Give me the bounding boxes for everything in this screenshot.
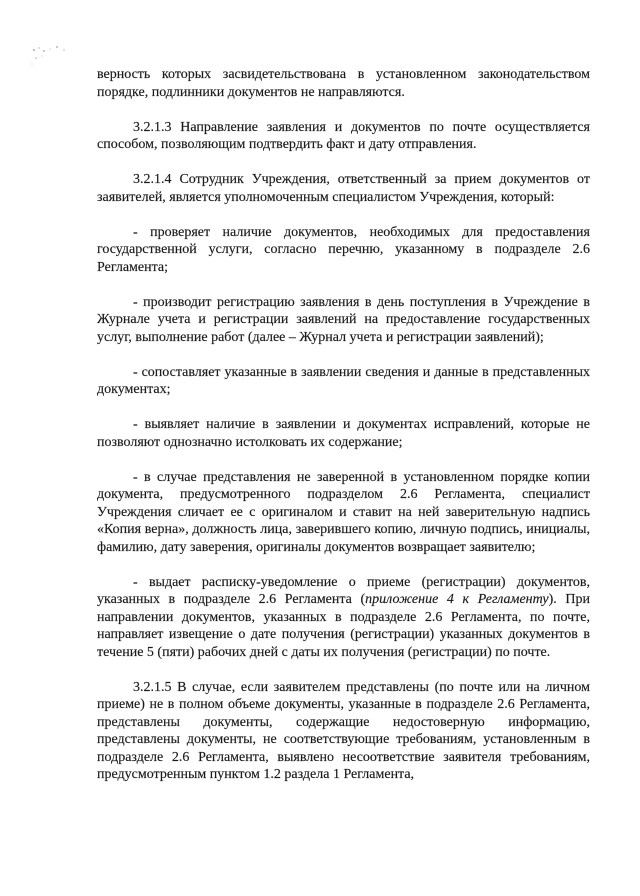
list-item-compare-info: - сопоставляет указанные в заявлении сведения и данные в представленных документах; [97,364,590,397]
receipt-text-before: - выдает расписку-уведомление о приеме (регистрации) документов, указанных в подразделе 2.6 Регламента ( [97,574,590,607]
list-item-check-documents: - проверяет наличие документов, необходимых для предоставления государственной услуги, согласно перечню, указанному в подразделе 2.6 Регламента; [97,224,590,275]
list-item-issue-receipt [97,574,590,662]
paragraph-3-2-1-4: 3.2.1.4 Сотрудник Учреждения, ответственный за прием документов от заявителей, является уполномоченным специалистом Учреждения, который: [97,172,590,205]
list-item-register-application: - производит регистрацию заявления в день поступления в Учреждение в Журнале учета и регистрации заявлений на предоставление государственных услуг, выполнение работ (далее – Журнал учета и регистрации заявлений); [97,294,590,345]
appendix-reference: приложение 4 к Регламенту [365,592,549,607]
receipt-text-after: ). При направлении документов, указанных в подразделе 2.6 Регламента, по почте, направляет извещение о дате получения (регистрации) указанных документов в течение 5 (пяти) рабочих дней с даты их получения (регистрации) по почте. [97,592,590,660]
list-item-certify-copy: - в случае представления не заверенной в установленном порядке копии документа, предусмотренного подразделом 2.6 Регламента, специалист Учреждения сличает ее с оригиналом и ставит на ней заверительную надпись «Копия верна», должность лица, заверившего копию, личную подпись, инициалы, фамилию, дату заверения, оригиналы документов возвращает заявителю; [97,469,590,555]
list-item-detect-corrections: - выявляет наличие в заявлении и документах исправлений, которые не позволяют однозначно истолковать их содержание; [97,417,590,450]
paragraph-3-2-1-3: 3.2.1.3 Направление заявления и документов по почте осуществляется способом, позволяющим подтвердить факт и дату отправления. [97,119,590,152]
scan-specks [30,44,90,68]
paragraph-3-2-1-5: 3.2.1.5 В случае, если заявителем представлены (по почте или на личном приеме) не в полном объеме документы, указанные в подразделе 2.6 Регламента, представлены документы, содержащие недостоверную информацию, представлены документы, не соответствующие требованиям, установленным в подразделе 2.6 Регламента, выявлено несоответствие заявителя требованиям, предусмотренным пунктом 1.2 раздела 1 Регламента, [97,679,590,782]
paragraph-continuation: верность которых засвидетельствована в установленном законодательством порядке, подлинники документов не направляются. [97,67,590,100]
document-body [97,66,590,784]
